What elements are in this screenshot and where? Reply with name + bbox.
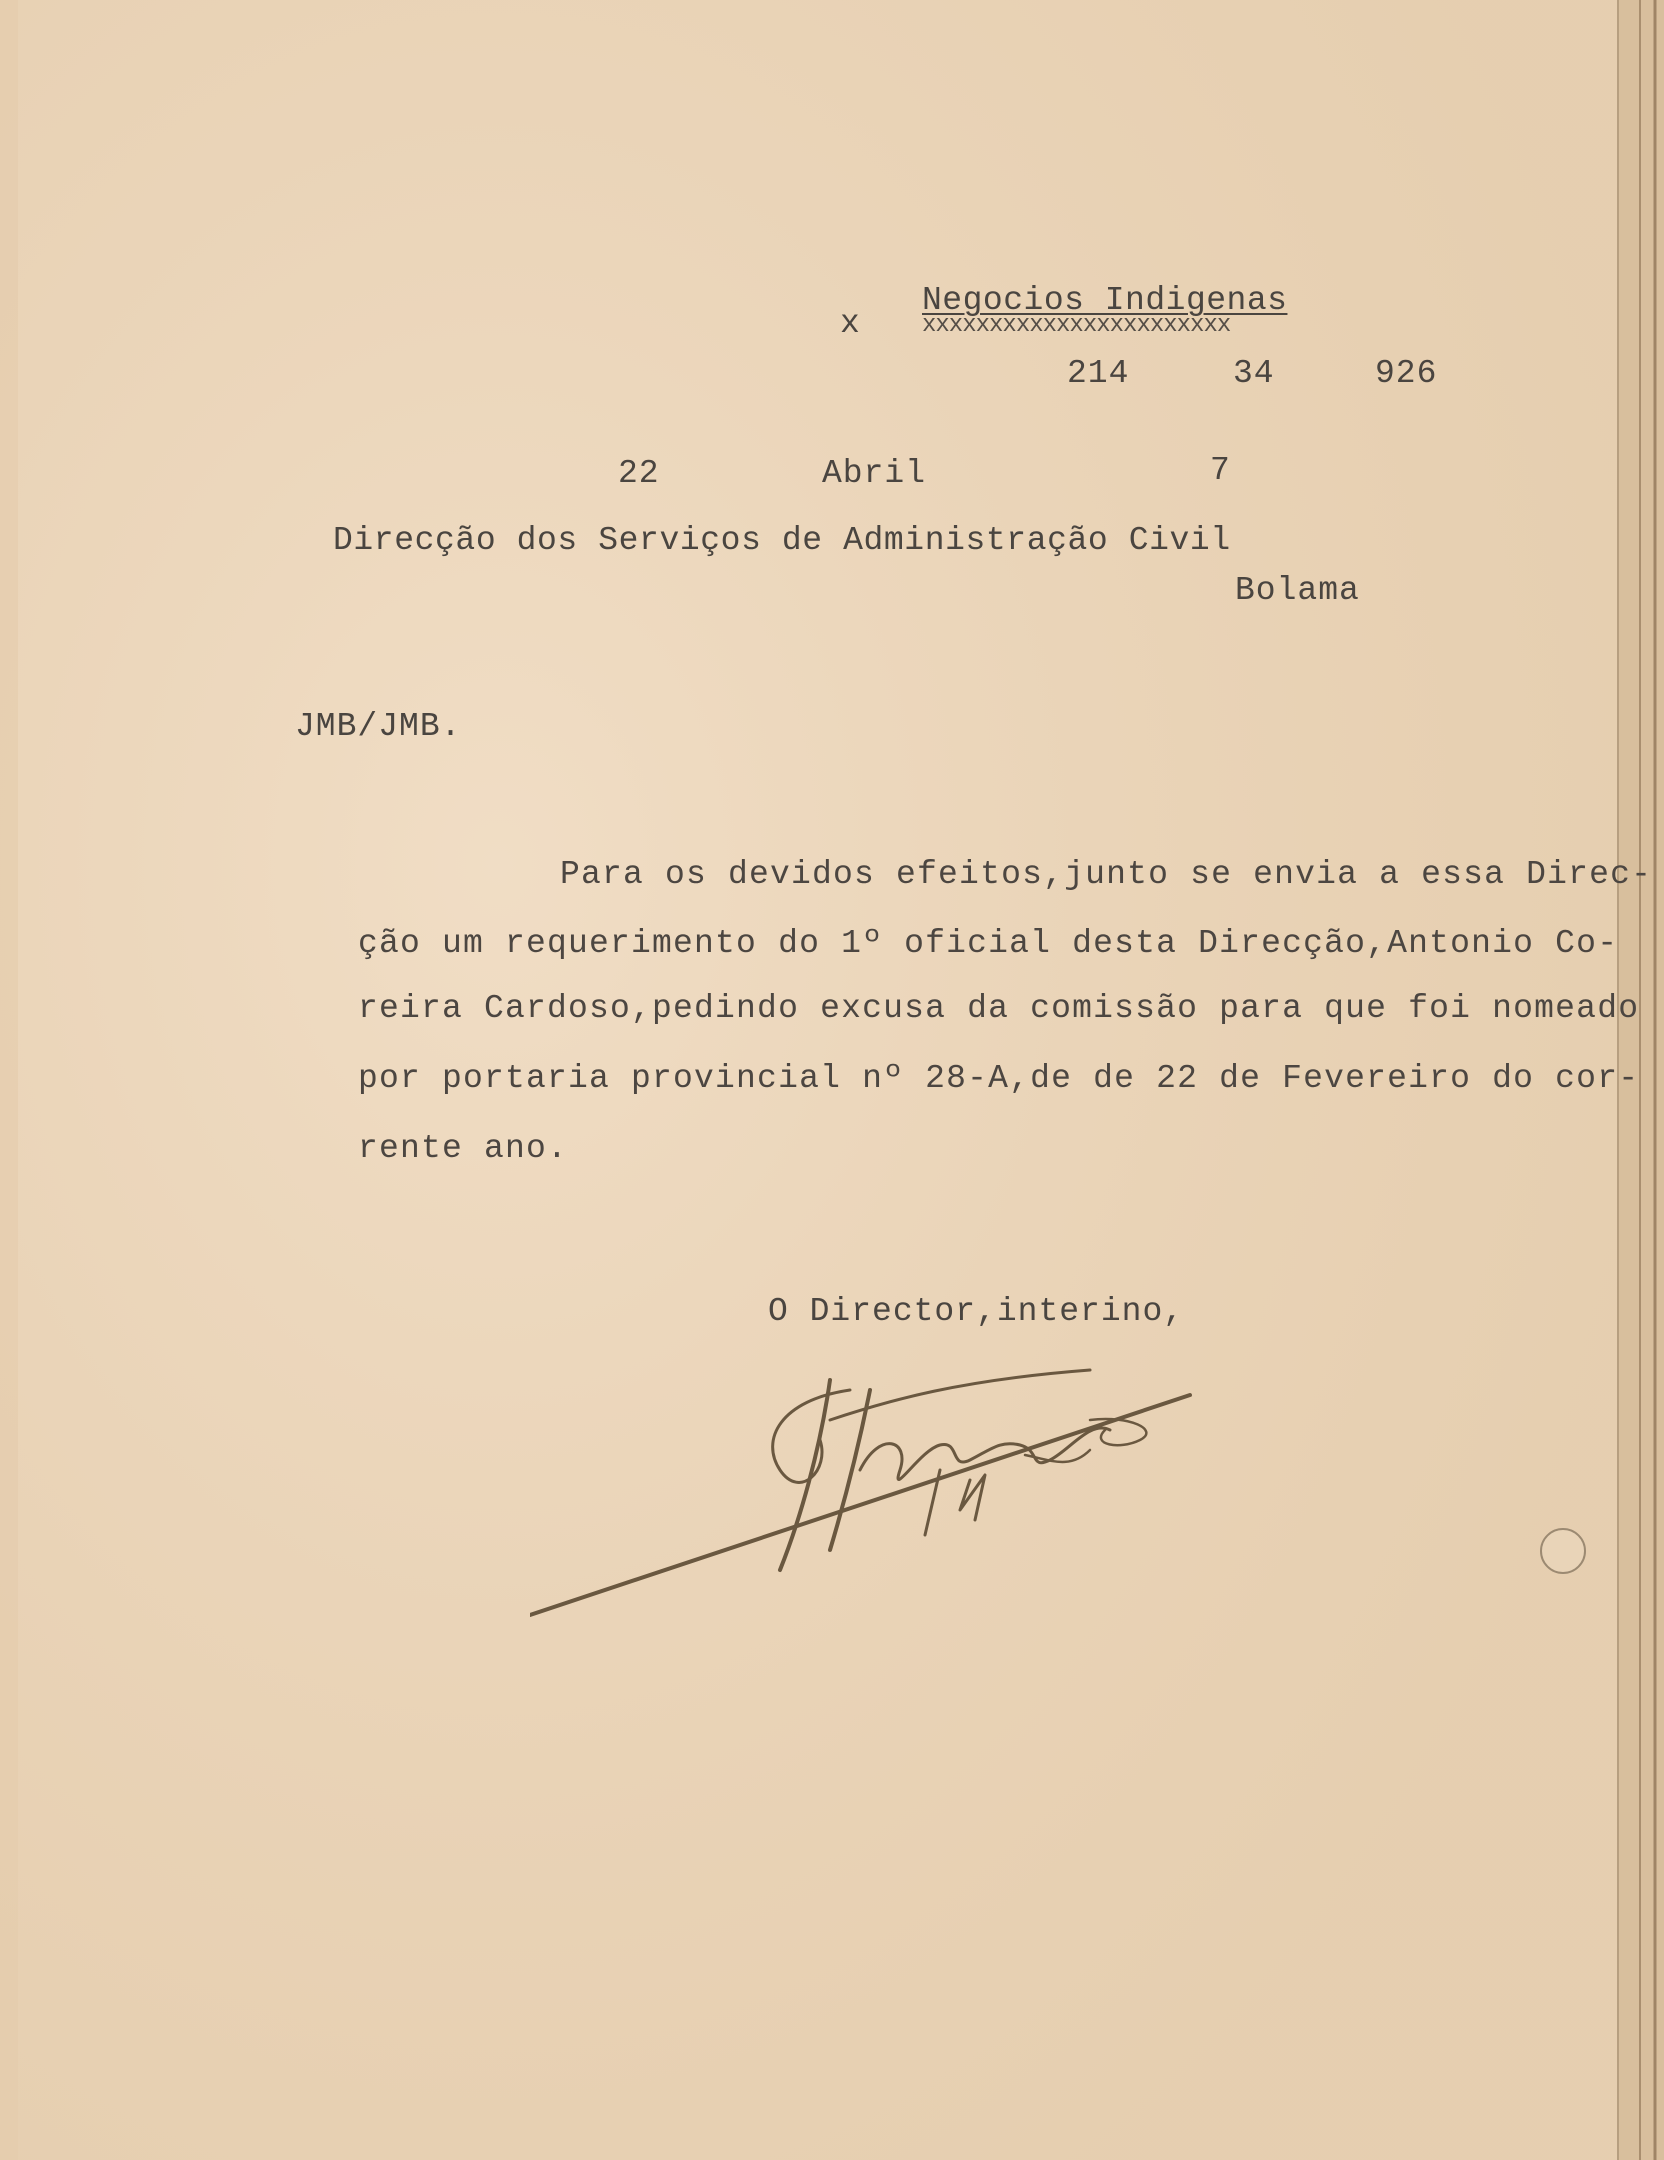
body-line: reira Cardoso,pedindo excusa da comissão para que foi nomeado <box>358 990 1640 1027</box>
body-line: Para os devidos efeitos,junto se envia a essa Direc- <box>560 856 1653 893</box>
department-heading: Negocios Indigenas <box>922 282 1288 319</box>
handwritten-signature <box>530 1360 1210 1630</box>
date-month: Abril <box>822 455 927 492</box>
header-mark: x <box>840 305 861 342</box>
closing-line: O Director,interino, <box>768 1293 1185 1330</box>
date-day: 22 <box>618 455 660 492</box>
addressee-city: Bolama <box>1235 572 1360 609</box>
body-line: ção um requerimento do 1º oficial desta Direcção,Antonio Co- <box>358 925 1619 962</box>
punch-hole <box>1540 1528 1586 1574</box>
body-line: rente ano. <box>358 1130 569 1167</box>
reference-number-1: 214 <box>1067 355 1130 392</box>
addressee-name: Direcção dos Serviços de Administração Civil <box>333 522 1231 559</box>
body-line: por portaria provincial nº 28-A,de de 22 de Fevereiro do cor- <box>358 1060 1640 1097</box>
reference-initials: JMB/JMB. <box>295 708 462 745</box>
reference-number-3: 926 <box>1375 355 1438 392</box>
reference-number-2: 34 <box>1233 355 1275 392</box>
date-year: 7 <box>1210 452 1231 489</box>
crossed-out-line: xxxxxxxxxxxxxxxxxxxxxxx <box>922 312 1231 339</box>
